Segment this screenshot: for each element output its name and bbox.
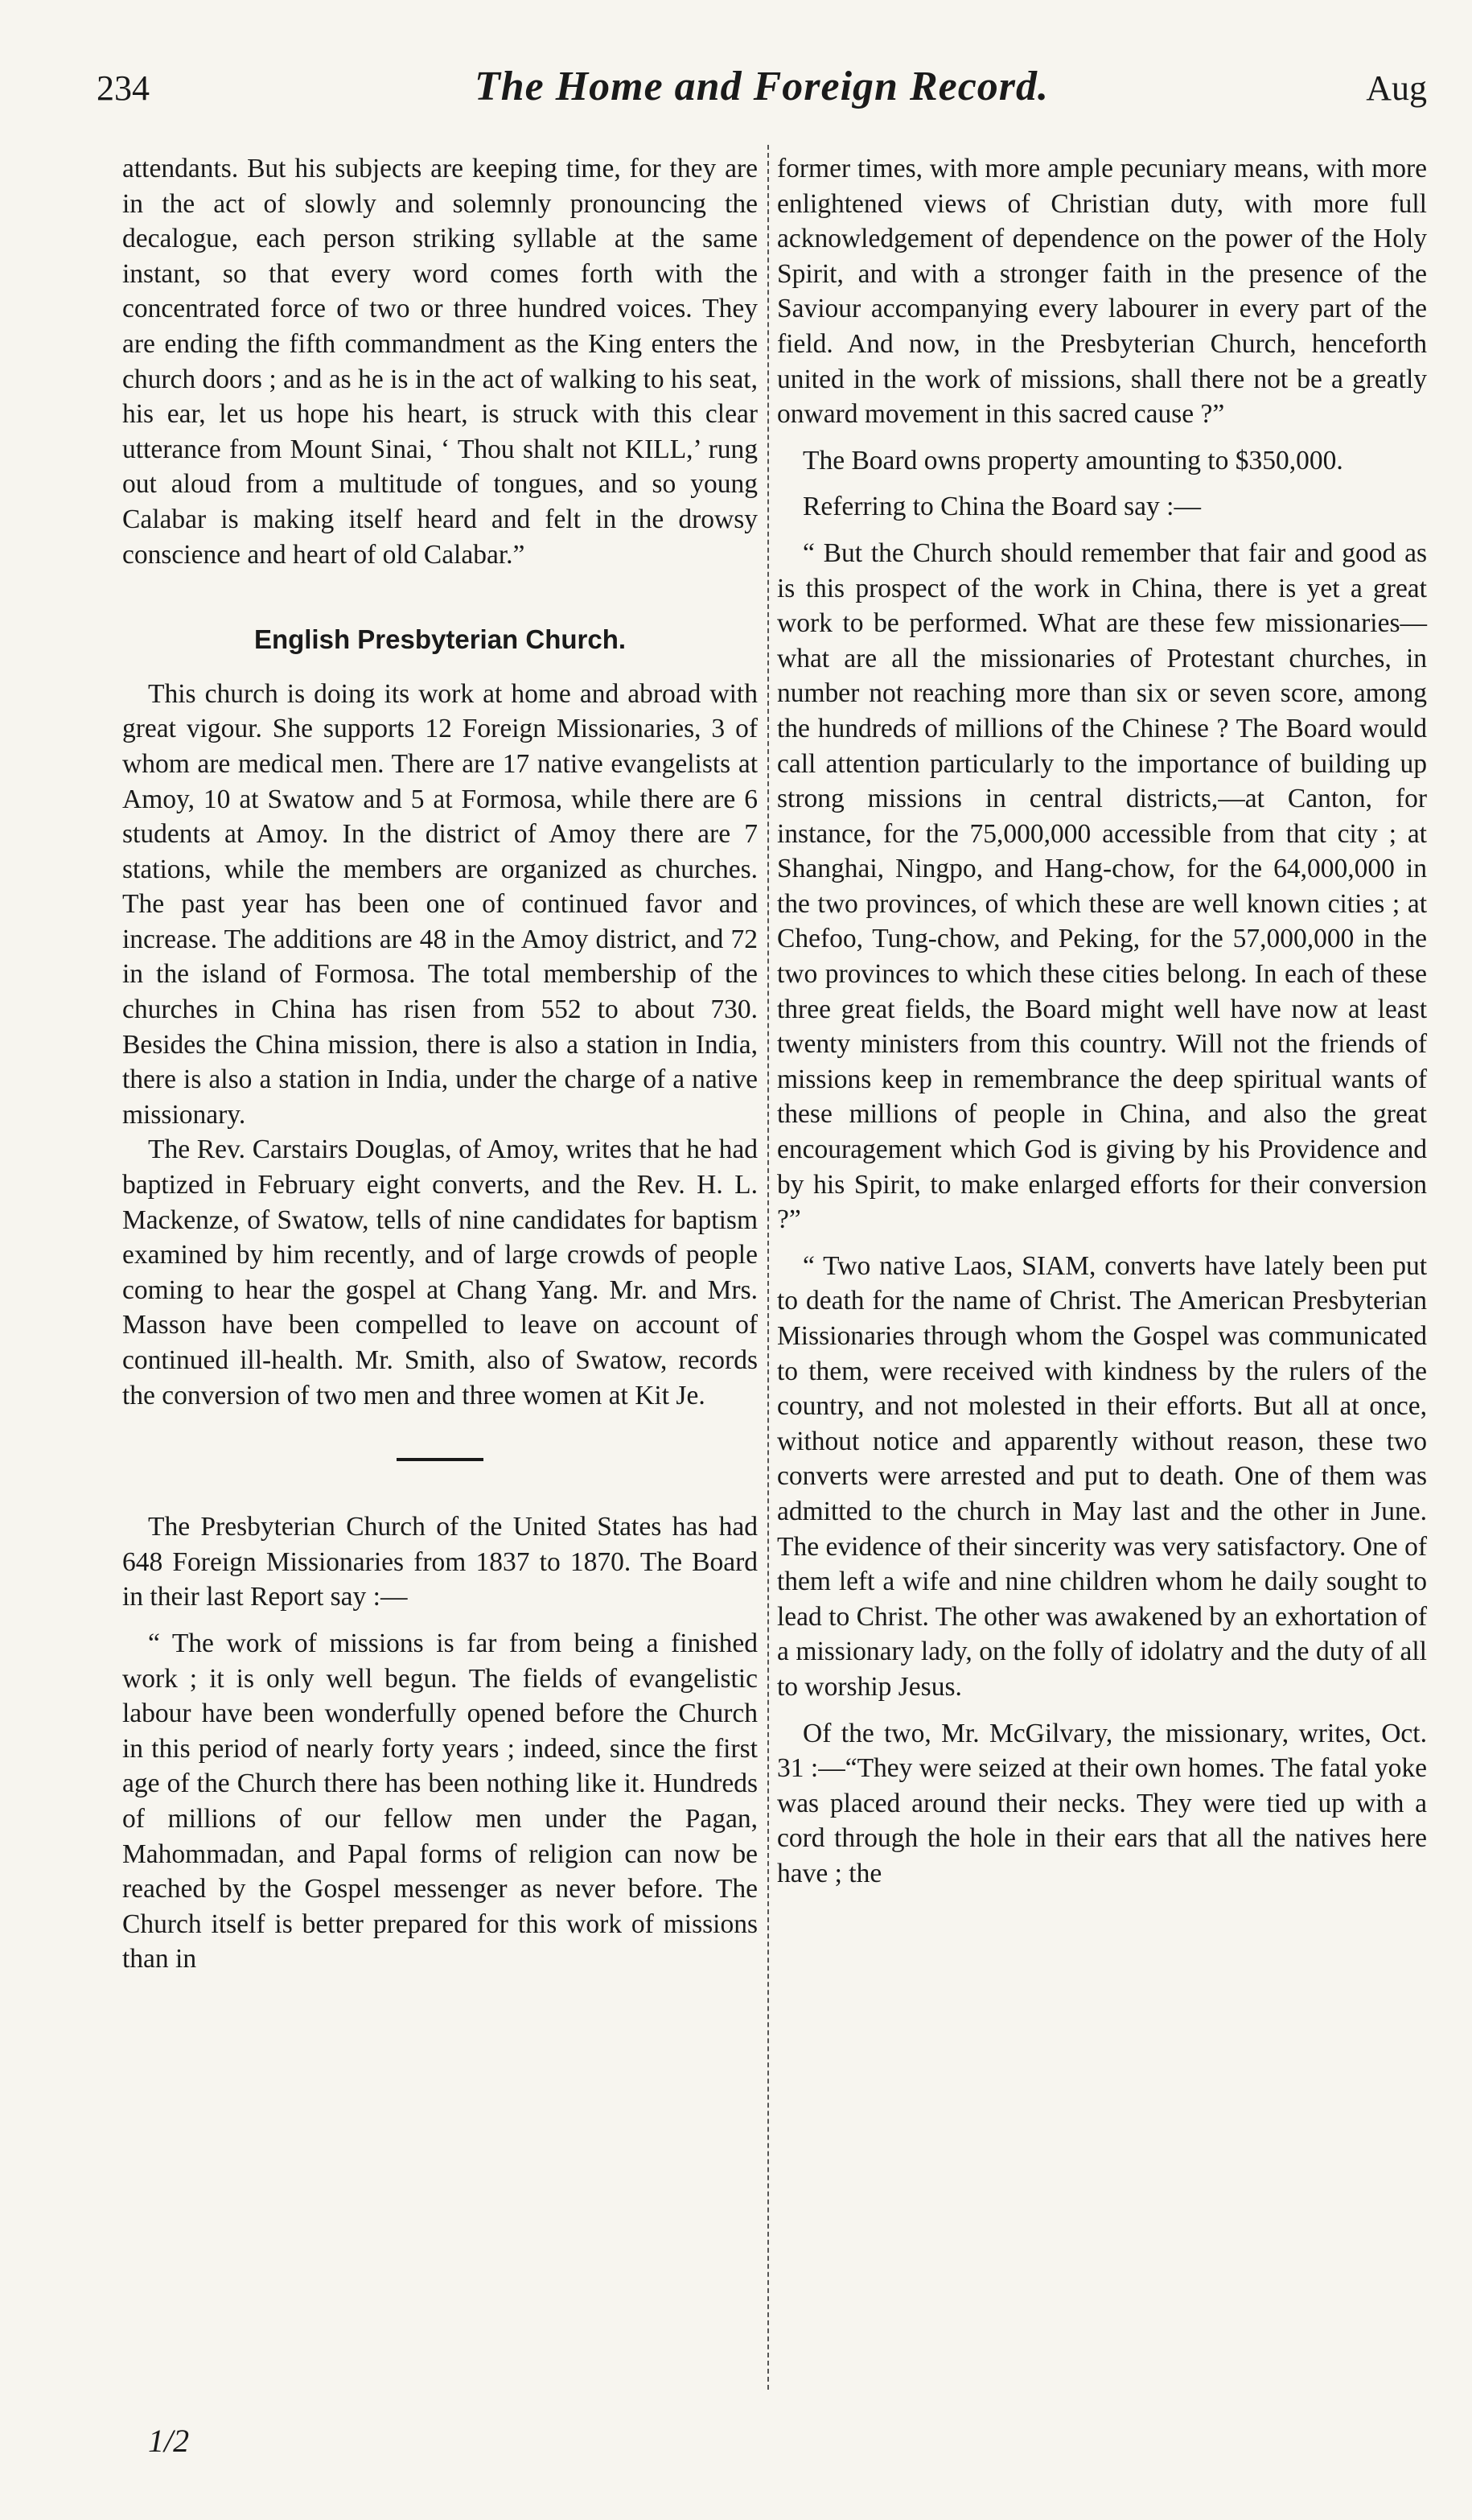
section-rule (397, 1458, 483, 1461)
section-heading: English Presbyterian Church. (253, 624, 627, 655)
page-header (97, 63, 1427, 119)
left-paragraph-5: “ The work of missions is far from being a finished work ; it is only well begun. The fields of evangelistic labour have been wonderfully opened before the Church in this period of nearly forty years ; indeed, since the first age of the Church there has been nothing like it. Hundreds of millions of our fellow men under the Pagan, Mahommadan, and Papal forms of religion can now be reached by the Gospel messenger as never before. The Church itself is better prepared for this work of missions than in (122, 1628, 758, 1974)
right-paragraph-1: former times, with more ample pecuniary means, with more enlightened views of Christian duty, with more full acknowledgement of dependence on the power of the Holy Spirit, and with a stronger faith in the presence of the Saviour accompanying every labourer in every part of the field. And now, in the Presbyterian Church, henceforth united in the work of missions, shall there not be a greatly onward movement in this sacred cause ?” (777, 154, 1427, 430)
right-paragraph-2: The Board owns property amounting to $350,000. (803, 445, 1343, 476)
left-paragraph-2: This church is doing its work at home and abroad with great vigour. She supports 12 Foreign Missionaries, 3 of whom are medical men. There are 17 native evangelists at Amoy, 10 at Swatow and 5 at Formosa, while there are 6 students at Amoy. In the district of Amoy there are 7 stations, while the members are organized as churches. The past year has been one of continued favor and increase. The additions are 48 in the Amoy district, and 72 in the island of Formosa. The total membership of the churches in China has risen from 552 to about 730. Besides the China mission, there is also a station in India, there is also a station in India, under the charge of a native missionary. (122, 678, 758, 1130)
right-paragraph-4: “ But the Church should remember that fair and good as is this prospect of the work in China, there is yet a great work to be performed. What are these few missionaries—what are all the missionaries of Protestant churches, in number not reaching more than six or seven score, among the hundreds of millions of the Chinese ? The Board would call attention particularly to the importance of building up strong missions in central districts,—at Canton, for instance, for the 75,000,000 accessible from that city ; at Shanghai, Ningpo, and Hang-chow, for the 64,000,000 in the two provinces, of which these are well known cities ; at Chefoo, Tung-chow, and Peking, for the 57,000,000 in the two provinces to which these cities belong. In each of these three great fields, the Board might well have now at least twenty ministers from this country. Will not the friends of missions keep in remembrance the deep spiritual wants of these millions of people in China, and also the great encouragement which God is giving by his Providence and by his Spirit, to make enlarged efforts for their conversion ?” (777, 537, 1427, 1235)
left-paragraph-1: attendants. But his subjects are keeping time, for they are in the act of slowly and solemnly pronouncing the decalogue, each person striking syllable at the same instant, so that every word comes forth with the concentrated force of two or three hundred voices. They are ending the fifth commandment as the King enters the church doors ; and as he is in the act of walking to his seat, his ear, let us hope his heart, is struck with this clear utterance from Mount Sinai, ‘ Thou shalt not KILL,’ rung out aloud from a multitude of tongues, and so young Calabar is making itself heard and felt in the drowsy conscience and heart of old Calabar.” (122, 154, 758, 570)
right-paragraph-5: “ Two native Laos, SIAM, converts have lately been put to death for the name of Christ. The American Presbyterian Missionaries through whom the Gospel was communicated to them, were received with kindness by the rulers of the country, and not molested in their efforts. But all at once, without notice and apparently without reason, these two converts were arrested and put to death. One of them was admitted to the church in May last and the other in June. The evidence of their sincerity was very satisfactory. One of them left a wife and nine children whom he daily sought to lead to Christ. The other was awakened by an exhortation of a missionary lady, on the folly of idolatry and the duty of all to worship Jesus. (777, 1250, 1427, 1702)
left-paragraph-3: The Rev. Carstairs Douglas, of Amoy, writes that he had baptized in February eight converts, and the Rev. H. L. Mackenze, of Swatow, tells of nine candidates for baptism examined by him recently, and of large crowds of people coming to hear the gospel at Chang Yang. Mr. and Mrs. Masson have been compelled to leave on account of continued ill-health. Mr. Smith, also of Swatow, records the conversion of two men and three women at Kit Je. (122, 1134, 758, 1410)
running-month: Aug (1366, 68, 1427, 108)
page-number: 234 (97, 68, 150, 108)
right-paragraph-6: Of the two, Mr. McGilvary, the missionary, writes, Oct. 31 :—“They were seized at their own homes. The fatal yoke was placed around their necks. They were tied up with a cord through the hole in their ears that all the natives here have ; the (777, 1718, 1427, 1888)
signature-mark: 1/2 (148, 2423, 190, 2459)
left-column (122, 151, 758, 1977)
right-column (777, 151, 1427, 1892)
right-paragraph-3: Referring to China the Board say :— (803, 492, 1201, 522)
running-title: The Home and Foreign Record. (474, 64, 1050, 109)
left-paragraph-4: The Presbyterian Church of the United States has had 648 Foreign Missionaries from 1837 to 1870. The Board in their last Report say :— (122, 1512, 758, 1612)
column-divider (767, 145, 769, 2390)
